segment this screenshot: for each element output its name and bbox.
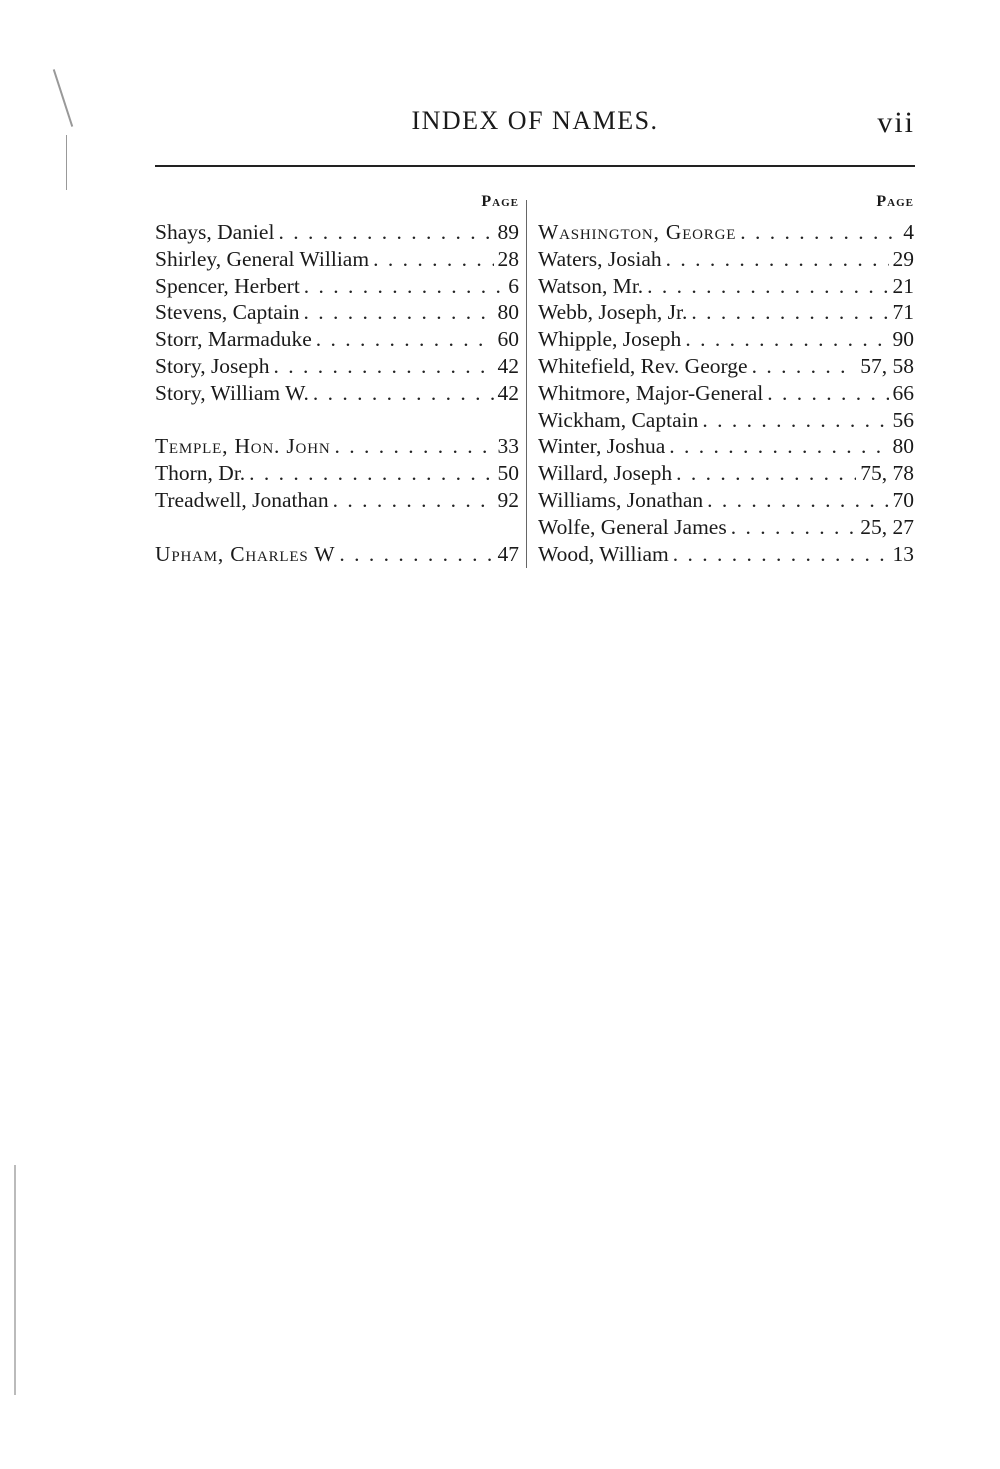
- leader-dots: [330, 433, 493, 460]
- entry-page: 50: [497, 461, 519, 486]
- leader-dots: [763, 380, 888, 407]
- entry-page: 6: [508, 273, 519, 298]
- right-page-heading: Page: [876, 193, 914, 210]
- entry-page: 71: [892, 300, 914, 325]
- index-entry: [155, 246, 519, 273]
- leader-dots: [687, 299, 888, 326]
- header-rule: [155, 165, 915, 167]
- leader-dots: [643, 273, 888, 300]
- leader-dots: [748, 353, 857, 380]
- leader-dots: [269, 353, 493, 380]
- index-entry: [155, 487, 519, 514]
- entry-name: Willard, Joseph: [538, 461, 673, 486]
- entry-name: Williams, Jonathan: [538, 487, 704, 512]
- entry-name: Watson, Mr.: [538, 273, 644, 298]
- leader-dots: [369, 246, 493, 273]
- entry-page: 80: [892, 434, 914, 459]
- leader-dots: [698, 407, 888, 434]
- entry-page: 42: [497, 380, 519, 405]
- entry-page: 13: [892, 541, 914, 566]
- entry-name: Storr, Marmaduke: [155, 327, 312, 352]
- entry-name: Wood, William: [538, 541, 669, 566]
- index-entry: [155, 541, 519, 568]
- index-entry: [155, 380, 519, 407]
- page-number: vii: [877, 106, 915, 139]
- entry-name: Temple, Hon. John: [155, 434, 331, 459]
- leader-dots: [300, 299, 494, 326]
- index-entry: [155, 433, 519, 460]
- entry-page: 80: [497, 300, 519, 325]
- entry-name: Wickham, Captain: [538, 407, 699, 432]
- entry-page: 25, 27: [860, 514, 914, 539]
- index-entry: [155, 326, 519, 353]
- entry-name: Treadwell, Jonathan: [155, 487, 329, 512]
- entry-page: 60: [497, 327, 519, 352]
- index-entry: [538, 433, 914, 460]
- index-entry: [538, 353, 914, 380]
- index-entry: [538, 487, 914, 514]
- entry-name: Stevens, Captain: [155, 300, 300, 325]
- entry-page: 47: [497, 541, 519, 566]
- page-title: INDEX OF NAMES.: [411, 106, 659, 135]
- entry-name: Whitmore, Major-General: [538, 380, 764, 405]
- index-entry: [538, 326, 914, 353]
- leader-dots: [672, 460, 856, 487]
- index-entry: [155, 514, 519, 541]
- index-entry: [538, 407, 914, 434]
- entry-name: Webb, Joseph, Jr.: [538, 300, 688, 325]
- entry-page: 29: [892, 246, 914, 271]
- leader-dots: [335, 541, 493, 568]
- entry-page: 28: [497, 246, 519, 271]
- leader-dots: [681, 326, 888, 353]
- entry-page: 56: [892, 407, 914, 432]
- leader-dots: [274, 219, 493, 246]
- leader-dots: [669, 541, 889, 568]
- entry-name: Whipple, Joseph: [538, 327, 682, 352]
- leader-dots: [727, 514, 857, 541]
- column-divider: [526, 200, 527, 568]
- entry-name: Story, Joseph: [155, 353, 270, 378]
- index-entry: [155, 219, 519, 246]
- entry-name: Spencer, Herbert: [155, 273, 300, 298]
- left-page-heading: Page: [481, 193, 519, 210]
- leader-dots: [736, 219, 899, 246]
- index-entry: [155, 460, 519, 487]
- entry-page: 33: [497, 434, 519, 459]
- leader-dots: [309, 380, 494, 407]
- index-entry: [538, 460, 914, 487]
- index-entry: [155, 353, 519, 380]
- leader-dots: [312, 326, 494, 353]
- entry-page: 42: [497, 353, 519, 378]
- entry-name: Thorn, Dr.: [155, 461, 246, 486]
- index-entry: [155, 407, 519, 434]
- leader-dots: [300, 273, 504, 300]
- entry-page: 4: [903, 220, 914, 244]
- entry-name: Washington, George: [538, 220, 737, 244]
- index-entry: [155, 299, 519, 326]
- entry-page: 90: [892, 327, 914, 352]
- index-entry: [538, 246, 914, 273]
- left-entries: [155, 219, 519, 567]
- leader-dots: [662, 246, 889, 273]
- index-entry: [155, 273, 519, 300]
- entry-page: 57, 58: [860, 353, 914, 378]
- leader-dots: [245, 460, 493, 487]
- entry-name: Wolfe, General James: [538, 514, 727, 539]
- scan-mark: [14, 1165, 16, 1395]
- entry-page: 66: [892, 380, 914, 405]
- scan-mark: [53, 69, 73, 127]
- entry-name: Story, William W.: [155, 380, 309, 405]
- entry-page: 89: [497, 220, 519, 244]
- page-header: [155, 106, 915, 142]
- index-entry: [538, 273, 914, 300]
- leader-dots: [665, 433, 888, 460]
- entry-name: Winter, Joshua: [538, 434, 666, 459]
- index-entry: [538, 299, 914, 326]
- index-entry: [538, 380, 914, 407]
- index-entry: [538, 514, 914, 541]
- entry-name: Whitefield, Rev. George: [538, 353, 748, 378]
- right-index-column: [538, 193, 914, 567]
- leader-dots: [329, 487, 494, 514]
- entry-name: Shays, Daniel: [155, 220, 275, 244]
- scan-mark: [66, 135, 67, 190]
- entry-name: Shirley, General William: [155, 246, 370, 271]
- entry-page: 92: [497, 487, 519, 512]
- right-entries: [538, 219, 914, 567]
- leader-dots: [703, 487, 888, 514]
- entry-page: 75, 78: [860, 461, 914, 486]
- index-entry: [538, 219, 914, 246]
- left-index-column: [155, 193, 519, 567]
- entry-name: Upham, Charles W: [155, 541, 336, 566]
- entry-page: 21: [892, 273, 914, 298]
- index-entry: [538, 541, 914, 568]
- entry-name: Waters, Josiah: [538, 246, 662, 271]
- entry-page: 70: [892, 487, 914, 512]
